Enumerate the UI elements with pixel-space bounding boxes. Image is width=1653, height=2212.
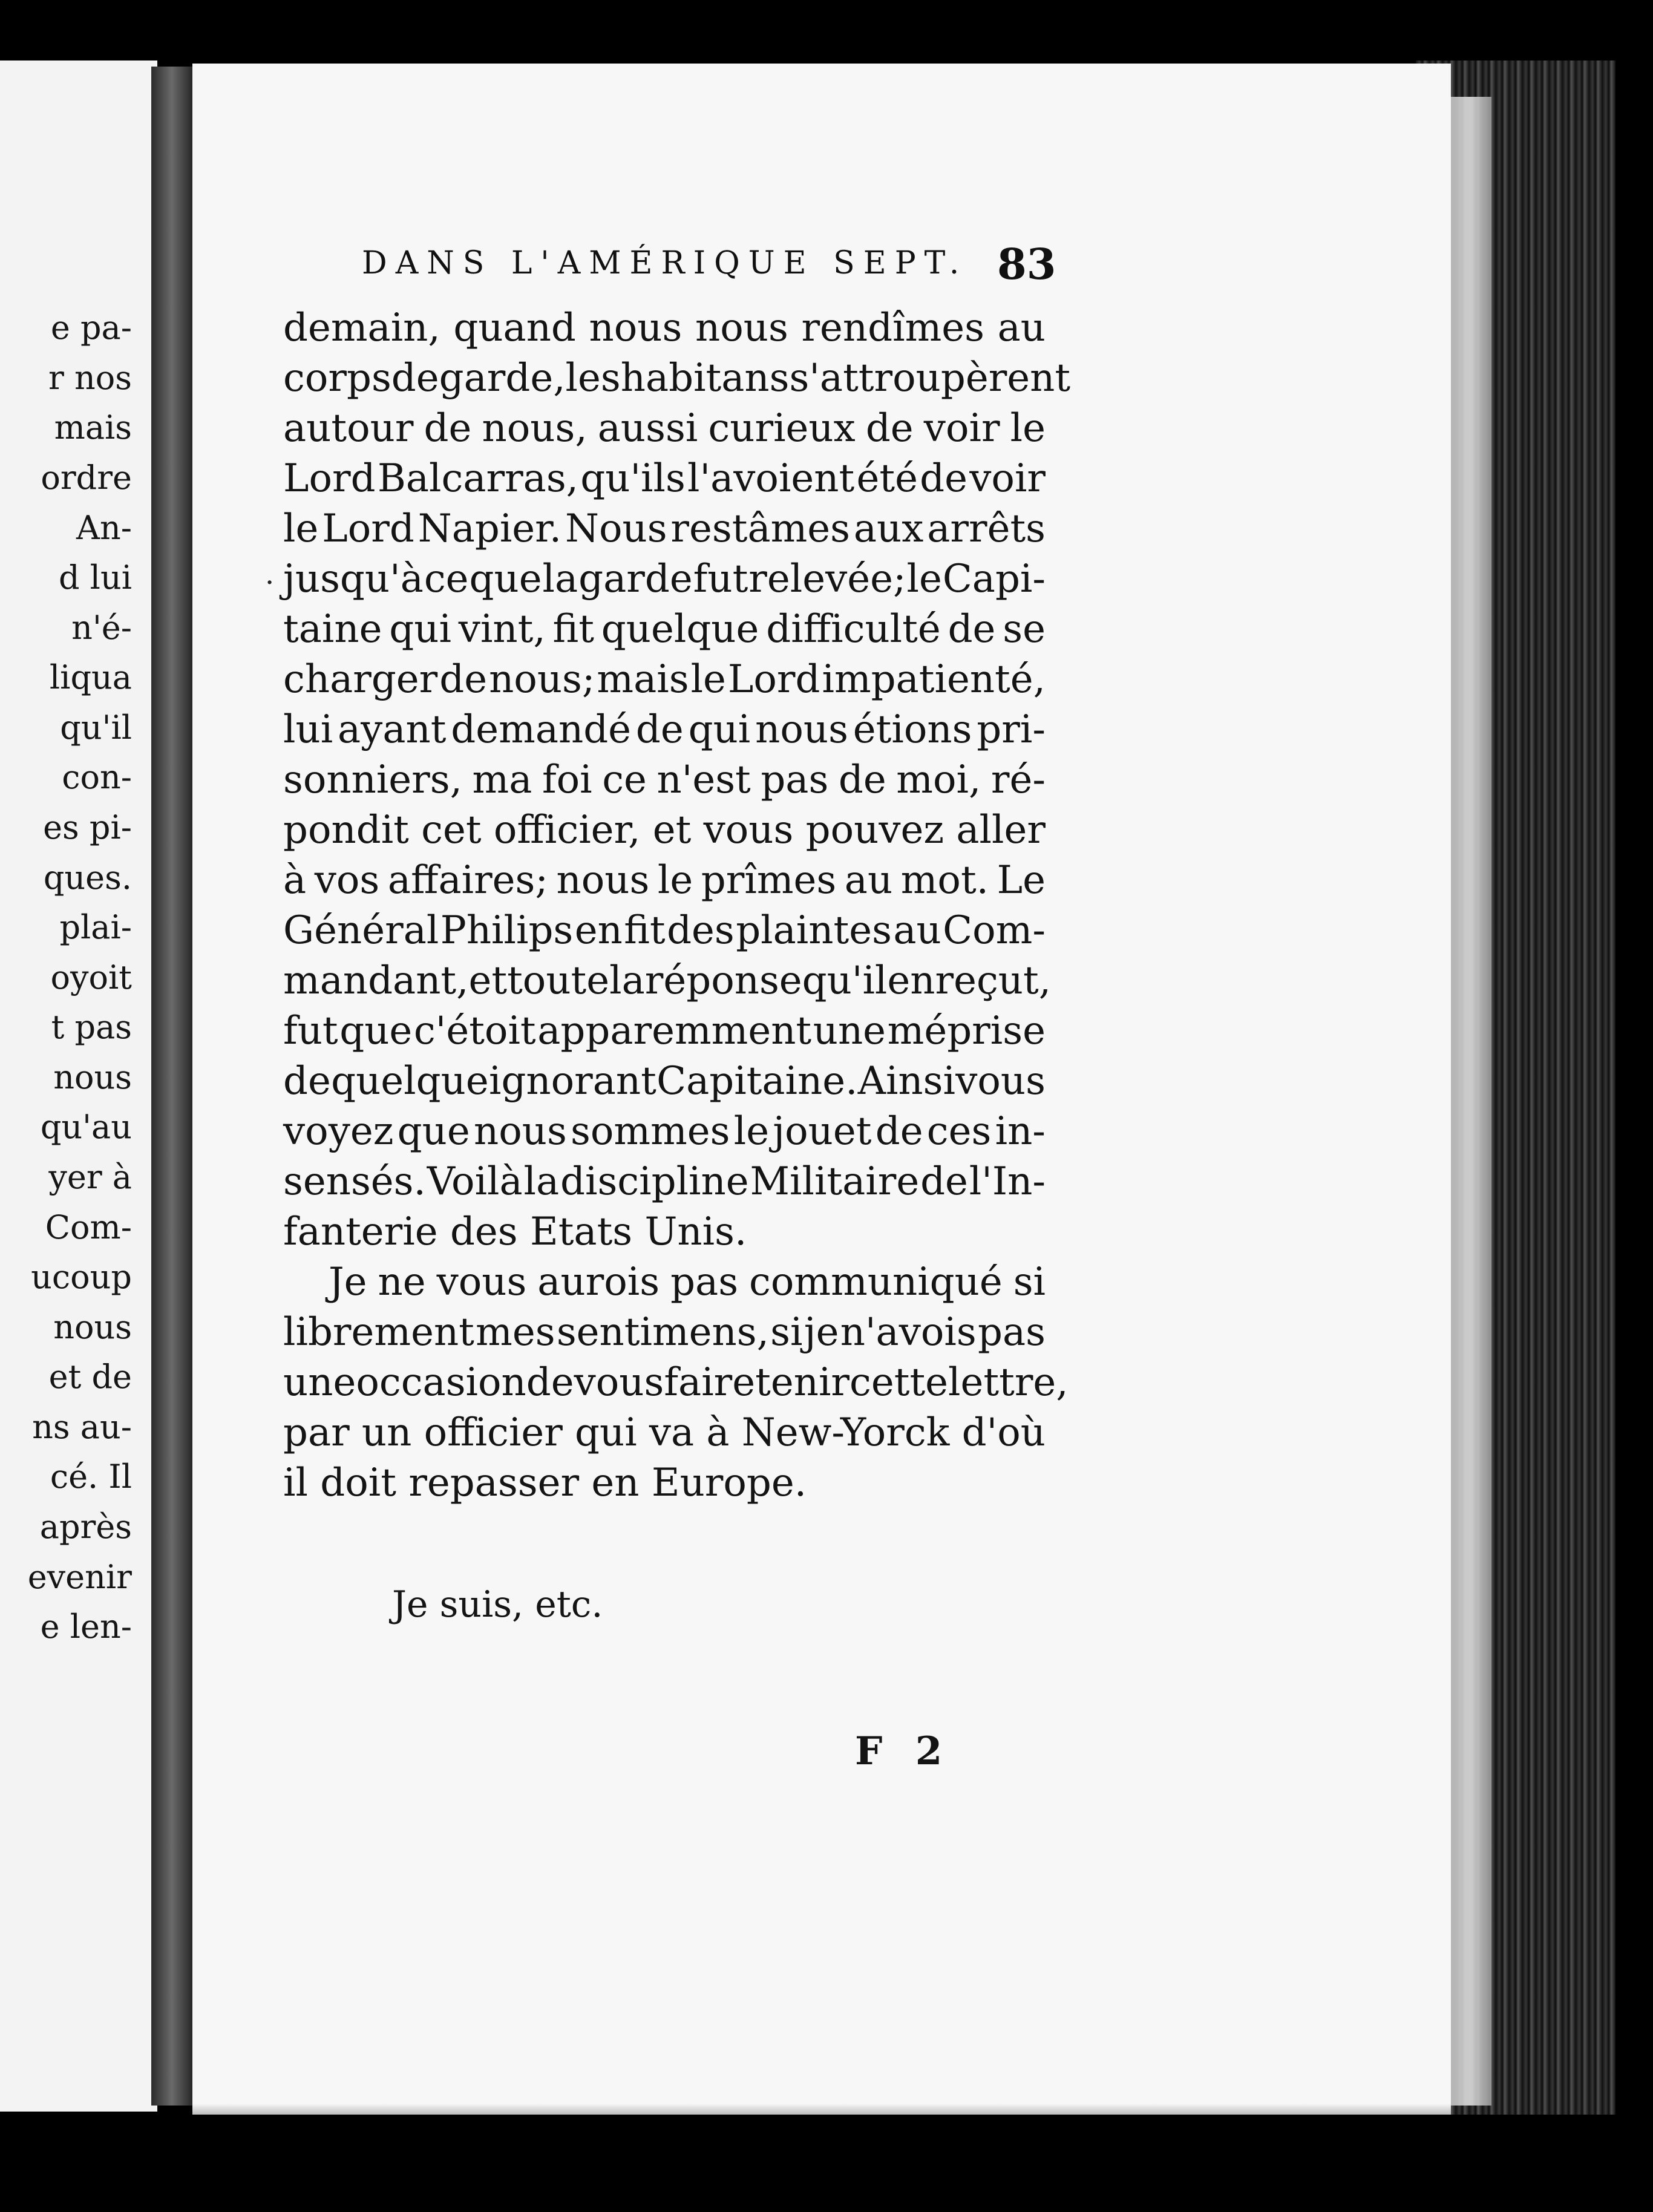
word: si xyxy=(1013,1260,1046,1304)
text-line xyxy=(283,855,1046,906)
word: lui xyxy=(283,707,333,752)
word: mot. xyxy=(900,858,989,903)
left-page-line: nous xyxy=(53,1308,132,1346)
word: foi xyxy=(542,758,592,802)
word: quand xyxy=(453,306,576,350)
left-page-fragment xyxy=(0,61,157,2112)
word: fit xyxy=(624,908,666,953)
word: à xyxy=(706,1410,730,1455)
word: pas xyxy=(977,1310,1046,1355)
word: tenir xyxy=(755,1360,849,1405)
word: aurois xyxy=(537,1260,660,1304)
text-line xyxy=(283,1006,1046,1056)
word: de xyxy=(920,1159,968,1204)
word: Je xyxy=(329,1260,367,1304)
word: l'In- xyxy=(969,1159,1046,1204)
signature-mark: F 2 xyxy=(855,1729,952,1774)
word: de xyxy=(920,456,968,501)
word: le xyxy=(690,657,726,702)
text-line xyxy=(283,1307,1046,1358)
word: le xyxy=(283,506,319,551)
word: fut xyxy=(283,1009,338,1053)
word: communiqué xyxy=(749,1260,1003,1304)
text-line xyxy=(283,503,1046,554)
word: la xyxy=(542,557,578,601)
word: sensés. xyxy=(283,1159,426,1204)
word: arrêts xyxy=(927,506,1046,551)
running-head xyxy=(362,245,1245,293)
word: Lord xyxy=(283,456,376,501)
text-line xyxy=(283,1257,1046,1307)
word: de xyxy=(635,707,684,752)
word: qui xyxy=(575,1410,637,1455)
word: mes xyxy=(476,1310,555,1355)
word: vous xyxy=(436,1260,527,1304)
word: pouvez xyxy=(805,808,944,852)
word: s'attroupèrent xyxy=(789,356,1071,401)
word: charger xyxy=(283,657,438,702)
left-page-line: yer à xyxy=(48,1158,132,1196)
left-page-line: ucoup xyxy=(31,1258,132,1296)
word: nous xyxy=(695,306,788,350)
closing-line: Je suis, etc. xyxy=(392,1583,603,1626)
word: Lord xyxy=(322,506,414,551)
left-page-line: ordre xyxy=(41,459,132,497)
word: les xyxy=(565,356,621,401)
text-line xyxy=(283,654,1046,705)
word: nous xyxy=(473,1109,567,1154)
word: fut xyxy=(693,557,748,601)
text-line xyxy=(283,754,1046,805)
word: aux xyxy=(853,506,924,551)
word: sonniers, xyxy=(283,758,462,802)
left-page-line: t pas xyxy=(51,1008,132,1046)
word: relevée; xyxy=(748,557,906,601)
left-page-line: es pi- xyxy=(43,808,132,846)
scan-background-bottom xyxy=(0,2115,1653,2212)
word: prîmes xyxy=(701,858,837,903)
word: que xyxy=(469,557,542,601)
word: Com- xyxy=(943,908,1046,953)
word: affaires; xyxy=(387,858,548,903)
word: pas xyxy=(670,1260,739,1304)
left-page-line: n'é- xyxy=(71,609,132,647)
word: cette xyxy=(849,1360,949,1405)
word: de xyxy=(838,758,886,802)
word: de xyxy=(439,657,488,702)
word: voir xyxy=(969,456,1046,501)
page-number: 83 xyxy=(997,239,1056,289)
word: officier xyxy=(424,1410,563,1455)
word: cet xyxy=(421,808,482,852)
text-line xyxy=(283,905,1046,956)
word: officier, xyxy=(493,808,641,852)
book-gutter xyxy=(151,67,197,2106)
word: et xyxy=(468,958,508,1003)
word: faire xyxy=(664,1360,756,1405)
word: habitans xyxy=(620,356,790,401)
left-page-line: r nos xyxy=(48,359,132,397)
word: in- xyxy=(995,1109,1046,1154)
word: je xyxy=(804,1310,839,1355)
word: à xyxy=(283,858,307,903)
text-line xyxy=(283,955,1052,1006)
word: de xyxy=(283,1059,331,1104)
word: pri- xyxy=(977,707,1046,752)
text-line xyxy=(283,403,1046,454)
word: occasion xyxy=(356,1360,526,1405)
word: que xyxy=(397,1109,470,1154)
word: d'où xyxy=(961,1410,1046,1455)
word: de xyxy=(424,406,472,451)
word: jouet xyxy=(773,1109,872,1154)
left-page-line: con- xyxy=(62,758,132,796)
text-line xyxy=(283,1056,1046,1107)
word: au xyxy=(893,908,941,953)
word: autour xyxy=(283,406,414,451)
word: Napier. xyxy=(417,506,562,551)
word: ayant xyxy=(338,707,447,752)
word: garde, xyxy=(439,356,566,401)
word: n'est xyxy=(656,758,751,802)
word: le xyxy=(733,1109,770,1154)
word: ces xyxy=(926,1109,992,1154)
text-line: fanterie des Etats Unis. xyxy=(283,1209,747,1254)
word: Balcarras, xyxy=(377,456,579,501)
word: vous xyxy=(574,1360,664,1405)
word: Ainsi xyxy=(857,1059,955,1104)
scan-background-top xyxy=(0,0,1653,61)
word: en xyxy=(574,908,623,953)
text-line xyxy=(283,453,1046,504)
word: ne xyxy=(378,1260,426,1304)
word: ce xyxy=(602,758,647,802)
left-page-line: e pa- xyxy=(50,309,132,347)
left-page-line: d lui xyxy=(58,558,132,597)
left-page-line: qu'il xyxy=(60,708,132,747)
word: si xyxy=(770,1310,803,1355)
text-line xyxy=(283,1357,1069,1408)
word: voir xyxy=(923,406,1000,451)
word: rendîmes xyxy=(801,306,984,350)
text-line xyxy=(283,704,1046,755)
word: ma xyxy=(472,758,532,802)
text-line xyxy=(283,1106,1046,1157)
left-page-line: liqua xyxy=(49,658,132,696)
word: sentimens, xyxy=(556,1310,769,1355)
word: sommes xyxy=(571,1109,730,1154)
word: de xyxy=(865,406,914,451)
word: vous xyxy=(703,808,794,852)
word: quelque xyxy=(331,1059,489,1104)
left-page-line: evenir xyxy=(27,1558,132,1596)
word: taine xyxy=(283,607,382,652)
word: le xyxy=(657,858,693,903)
word: moi, xyxy=(896,758,981,802)
word: qu'ils xyxy=(580,456,686,501)
word: et xyxy=(652,808,692,852)
word: que xyxy=(339,1009,413,1053)
word: par xyxy=(283,1410,350,1455)
left-page-line: oyoit xyxy=(50,958,132,996)
word: toute xyxy=(507,958,610,1003)
word: vint, xyxy=(458,607,546,652)
word: une xyxy=(283,1360,356,1405)
word: Lord xyxy=(727,657,820,702)
page-fore-edge-highlight xyxy=(1449,97,1491,2106)
word: Capi- xyxy=(942,557,1046,601)
word: un xyxy=(361,1410,412,1455)
left-page-line: et de xyxy=(48,1358,132,1396)
word: mais xyxy=(597,657,689,702)
left-page-line: e len- xyxy=(40,1608,132,1646)
word: n'avois xyxy=(840,1310,977,1355)
word: de xyxy=(526,1360,574,1405)
left-page-line: nous xyxy=(53,1058,132,1096)
word: New-Yorck xyxy=(741,1410,950,1455)
word: mandant, xyxy=(283,958,469,1003)
word: Le xyxy=(997,858,1046,903)
word: le xyxy=(1010,406,1046,451)
word: au xyxy=(844,858,893,903)
left-page-line: plai- xyxy=(59,908,132,946)
word: de xyxy=(391,356,439,401)
margin-dot: · xyxy=(265,566,275,600)
word: curieux xyxy=(708,406,856,451)
left-page-line: après xyxy=(39,1508,132,1546)
left-page-line: ns au- xyxy=(32,1408,132,1446)
word: nous; xyxy=(489,657,595,702)
left-page-line: ques. xyxy=(43,859,132,897)
word: nous xyxy=(556,858,650,903)
word: qu'il xyxy=(802,958,888,1003)
right-page xyxy=(192,64,1451,2115)
word: pondit xyxy=(283,808,409,852)
text-line xyxy=(283,805,1046,856)
text-line xyxy=(283,303,1046,353)
word: une xyxy=(813,1009,886,1053)
word: garde xyxy=(578,557,693,601)
left-page-line: mais xyxy=(54,408,132,447)
word: corps xyxy=(283,356,391,401)
word: jusqu'à xyxy=(283,557,424,601)
word: nous xyxy=(755,707,848,752)
word: demandé xyxy=(451,707,632,752)
word: pas xyxy=(761,758,829,802)
word: c'étoit xyxy=(413,1009,536,1053)
word: été xyxy=(856,456,918,501)
word: fit xyxy=(552,607,594,652)
page-bottom-shadow xyxy=(192,2104,1451,2115)
word: aller xyxy=(956,808,1046,852)
word: l'avoient xyxy=(687,456,855,501)
text-line xyxy=(283,604,1046,655)
word: reçut, xyxy=(935,958,1052,1003)
word: vous xyxy=(955,1059,1046,1104)
word: vos xyxy=(314,858,380,903)
word: plaintes xyxy=(736,908,892,953)
left-page-line: An- xyxy=(76,509,132,547)
word: réponse xyxy=(644,958,802,1003)
word: au xyxy=(997,306,1046,350)
left-page-line: qu'au xyxy=(40,1108,132,1146)
text-line: il doit repasser en Europe. xyxy=(283,1461,807,1505)
word: en xyxy=(887,958,935,1003)
left-page-line: cé. Il xyxy=(50,1458,132,1496)
text-line xyxy=(283,1407,1046,1458)
word: Général xyxy=(283,908,439,953)
word: méprise xyxy=(887,1009,1046,1053)
word: lettre, xyxy=(948,1360,1069,1405)
text-line xyxy=(283,353,1071,404)
word: difficulté xyxy=(766,607,941,652)
text-line xyxy=(283,1156,1046,1207)
word: qui xyxy=(389,607,451,652)
word: restâmes xyxy=(670,506,850,551)
word: étions xyxy=(853,707,972,752)
word: librement xyxy=(283,1310,474,1355)
word: voyez xyxy=(283,1109,394,1154)
word: la xyxy=(523,1159,560,1204)
word: qui xyxy=(688,707,751,752)
word: quelque xyxy=(601,607,759,652)
word: Militaire xyxy=(750,1159,920,1204)
word: va xyxy=(649,1410,695,1455)
word: aussi xyxy=(597,406,698,451)
word: ré- xyxy=(990,758,1046,802)
word: Voilà xyxy=(427,1159,523,1204)
running-head-title: DANS L'AMÉRIQUE SEPT. xyxy=(362,245,968,281)
word: le xyxy=(906,557,942,601)
word: la xyxy=(609,958,645,1003)
word: Nous xyxy=(565,506,667,551)
word: nous xyxy=(589,306,682,350)
word: des xyxy=(667,908,735,953)
text-line xyxy=(283,554,1046,604)
word: Philips xyxy=(440,908,574,953)
word: ignorant xyxy=(488,1059,656,1104)
word: nous, xyxy=(482,406,588,451)
word: de xyxy=(875,1109,923,1154)
left-page-line: Com- xyxy=(45,1208,132,1246)
word: demain, xyxy=(283,306,440,350)
word: Capitaine. xyxy=(656,1059,858,1104)
word: apparemment xyxy=(537,1009,812,1053)
word: se xyxy=(1003,607,1046,652)
word: ce xyxy=(424,557,469,601)
word: discipline xyxy=(560,1159,749,1204)
word: impatienté, xyxy=(822,657,1046,702)
word: de xyxy=(948,607,996,652)
